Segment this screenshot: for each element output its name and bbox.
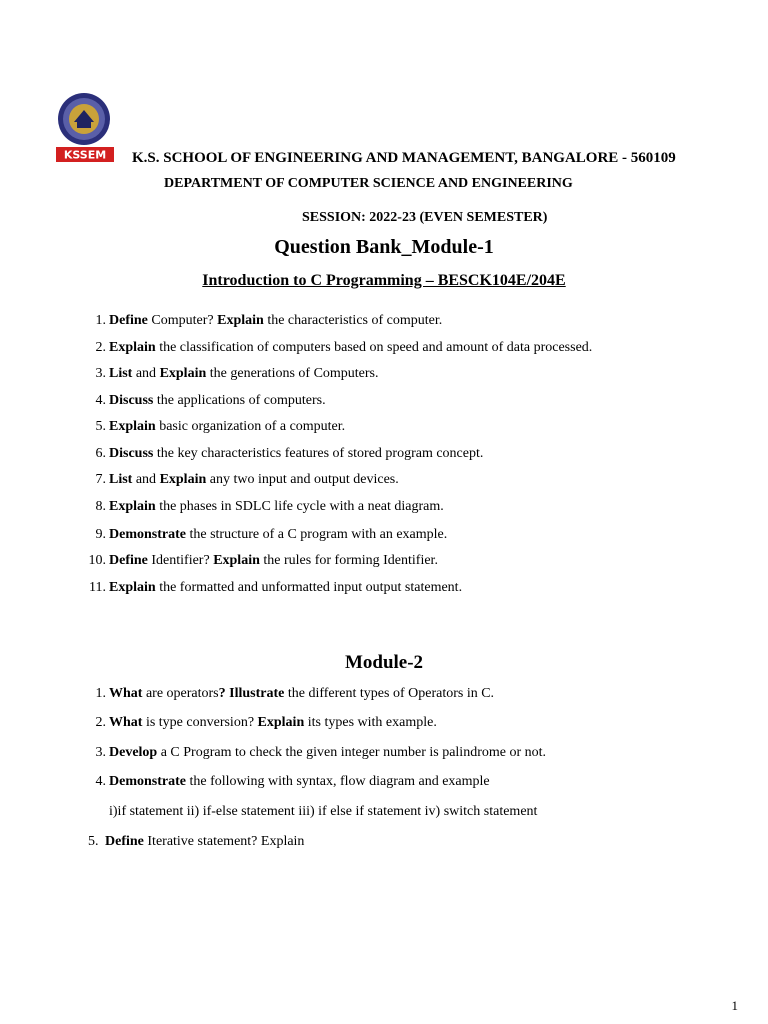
- course-subtitle: Introduction to C Programming – BESCK104E/204E: [202, 272, 566, 289]
- question-text: [109, 393, 326, 409]
- question-fragment: the characteristics of computer.: [263, 313, 443, 328]
- question-text: [109, 715, 437, 731]
- question-number: 4.: [95, 393, 106, 408]
- question-number: 5.: [88, 834, 99, 849]
- question-keyword: Explain: [109, 580, 156, 595]
- question-fragment: the classification of computers based on speed and amount of data processed.: [155, 340, 593, 355]
- question-keyword: Explain: [213, 553, 260, 568]
- question-keyword: List: [109, 366, 133, 381]
- question-keyword: Explain: [159, 472, 207, 487]
- question-text: [109, 419, 345, 435]
- question-number: 4.: [95, 774, 106, 789]
- question-fragment: the generations of Computers.: [206, 366, 379, 381]
- question-keyword: Explain: [109, 499, 156, 514]
- question-fragment: basic organization of a computer.: [155, 419, 346, 434]
- question-number: 10.: [88, 553, 106, 568]
- question-fragment: the rules for forming Identifier.: [259, 553, 438, 568]
- question-fragment: Iterative statement? Explain: [143, 834, 305, 849]
- module2-title: Module-2: [344, 652, 424, 673]
- question-number: 9.: [95, 527, 106, 542]
- question-fragment: Computer?: [147, 313, 218, 328]
- question-keyword: Explain: [257, 715, 305, 730]
- question-number: 3.: [95, 745, 106, 760]
- question-fragment: its types with example.: [304, 715, 437, 730]
- question-keyword: Develop: [109, 745, 158, 760]
- question-fragment: the structure of a C program with an example.: [185, 527, 448, 542]
- question-text: [109, 580, 462, 596]
- question-fragment: are operators: [142, 686, 219, 701]
- question-keyword: Define: [109, 313, 148, 328]
- question-number: 1.: [95, 313, 106, 328]
- question-number: 1.: [95, 686, 106, 701]
- question-keyword: What: [109, 715, 143, 730]
- question-text: [109, 553, 438, 569]
- question-text: [109, 804, 537, 820]
- question-keyword: ? Illustrate: [218, 686, 285, 701]
- question-text: [109, 527, 447, 543]
- question-text: [105, 834, 304, 850]
- question-number: 5.: [95, 419, 106, 434]
- question-text: [109, 313, 442, 329]
- question-fragment: a C Program to check the given integer number is palindrome or not.: [157, 745, 547, 760]
- question-fragment: the different types of Operators in C.: [284, 686, 495, 701]
- question-keyword: Explain: [109, 419, 156, 434]
- question-fragment: the applications of computers.: [153, 393, 326, 408]
- page-number: 1: [731, 998, 738, 1013]
- question-keyword: What: [109, 686, 143, 701]
- question-keyword: Explain: [217, 313, 264, 328]
- session-label: SESSION: 2022-23 (EVEN SEMESTER): [302, 210, 548, 225]
- question-keyword: Discuss: [109, 393, 154, 408]
- question-number: 7.: [95, 472, 106, 487]
- question-fragment: the following with syntax, flow diagram and example: [185, 774, 490, 789]
- question-number: 11.: [89, 580, 106, 595]
- question-text: [109, 340, 592, 356]
- department-name: DEPARTMENT OF COMPUTER SCIENCE AND ENGINEERING: [164, 176, 573, 191]
- question-text: [109, 499, 444, 515]
- question-keyword: Define: [105, 834, 144, 849]
- question-text: [109, 472, 399, 488]
- question-fragment: i)if statement ii) if-else statement iii) if else if statement iv) switch statement: [109, 804, 538, 819]
- question-text: [109, 686, 494, 702]
- question-keyword: List: [109, 472, 133, 487]
- question-number: 3.: [95, 366, 106, 381]
- page-title: Question Bank_Module-1: [274, 236, 494, 258]
- question-keyword: Discuss: [109, 446, 154, 461]
- institution-name: K.S. SCHOOL OF ENGINEERING AND MANAGEMENT, BANGALORE - 560109: [132, 150, 676, 166]
- question-fragment: and: [132, 472, 160, 487]
- question-text: [109, 366, 379, 382]
- question-keyword: Define: [109, 553, 148, 568]
- question-fragment: is type conversion?: [142, 715, 258, 730]
- question-keyword: Explain: [109, 340, 156, 355]
- question-fragment: and: [132, 366, 160, 381]
- question-keyword: Demonstrate: [109, 527, 186, 542]
- question-fragment: the phases in SDLC life cycle with a neat diagram.: [155, 499, 444, 514]
- question-keyword: Demonstrate: [109, 774, 186, 789]
- logo-text: KSSEM: [63, 148, 107, 162]
- question-keyword: Explain: [159, 366, 207, 381]
- institution-logo: [55, 92, 115, 168]
- question-text: [109, 446, 483, 462]
- question-number: 2.: [95, 340, 106, 355]
- question-fragment: the formatted and unformatted input output statement.: [155, 580, 463, 595]
- question-fragment: the key characteristics features of stored program concept.: [153, 446, 484, 461]
- question-text: [109, 774, 490, 790]
- question-number: 6.: [95, 446, 106, 461]
- question-fragment: any two input and output devices.: [206, 472, 399, 487]
- question-text: [109, 745, 546, 761]
- question-number: 8.: [95, 499, 106, 514]
- question-number: 2.: [95, 715, 106, 730]
- question-fragment: Identifier?: [147, 553, 214, 568]
